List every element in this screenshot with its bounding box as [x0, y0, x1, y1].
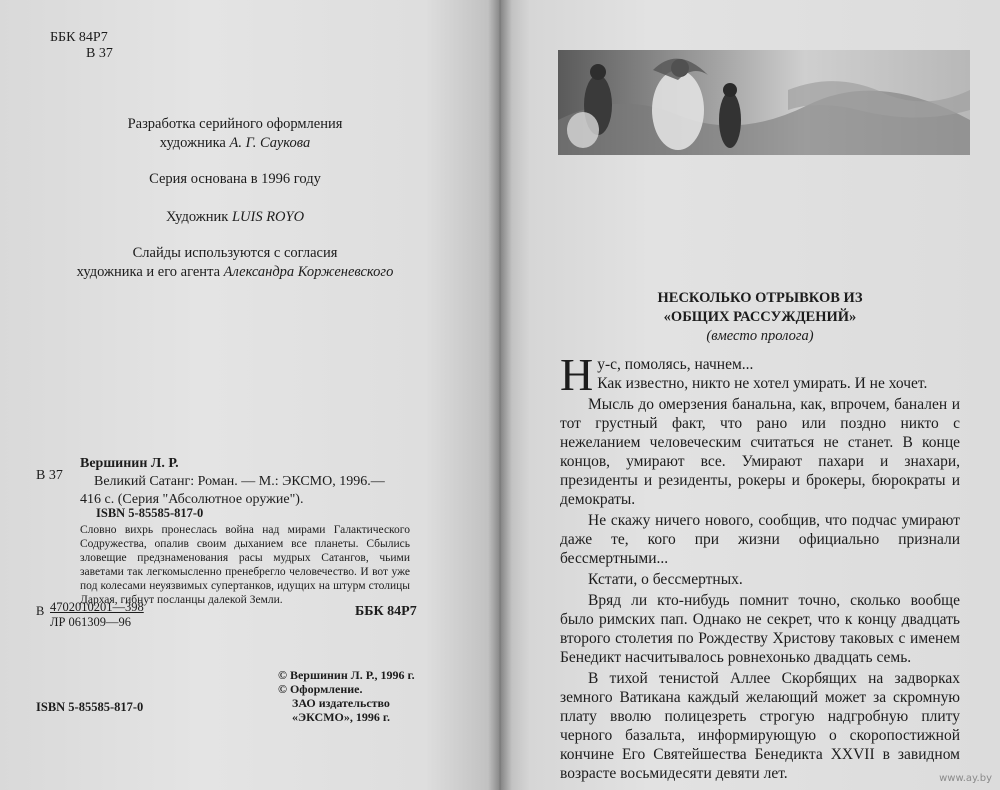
paragraph-6: В тихой тенистой Аллее Скорбящих на задворках земного Ватикана каждый желающий может за скромную плату вволю полицезреть строгую надгробную плиту черного базальта, информирующую о скоропостижной кончине Его Святейшества Бенедикта XXVII в завидном возрасте восьмидесяти девяти лет. — [560, 670, 960, 782]
artist-credit: Художник LUIS ROYO — [165, 209, 305, 225]
series-design-credit: Разработка серийного оформления художника А. Г. Саукова — [127, 116, 343, 151]
chapter-subtitle: (вместо пролога) — [706, 328, 814, 344]
paragraph-4: Кстати, о бессмертных. — [588, 571, 743, 588]
catalog-entry: Великий Сатанг: Роман. — М.: ЭКСМО, 1996.— 416 с. (Серия "Абсолютное оружие"). — [80, 474, 385, 507]
chapter-title: НЕСКОЛЬКО ОТРЫВКОВ ИЗ «ОБЩИХ РАССУЖДЕНИЙ» — [657, 290, 863, 325]
artist-name: LUIS ROYO — [231, 209, 305, 225]
paragraph-5: Вряд ли кто-нибудь помнит точно, сколько вообще было римских пап. Однако не секрет, что к концу двадцать второго столетия по Рождеству Христову таковых с именем Бенедикт насчитывалось ровнехонько двадцать семь. — [560, 592, 960, 666]
bbk-code-top: ББК 84Р7 В 37 — [50, 30, 113, 61]
catalog-code-top: В 37 — [86, 46, 113, 61]
paragraph-3: Не скажу ничего нового, сообщив, что подчас умирают даже те, кого при жизни официально признали бессмертными... — [560, 512, 960, 567]
bbk-code-bottom: ББК 84Р7 — [355, 604, 417, 619]
paragraph-2: Мысль до омерзения банальна, как, впрочем, банален и тот грустный факт, что рано или поздно никто с нежеланием человеческим считаться не станет. В конце концов, умирают все. Умирают пахари и знахари, президенты и резиденты, рокеры и брокеры, бюрократы и демократы. — [560, 396, 960, 508]
agent-name: Александра Корженевского — [223, 264, 394, 280]
watermark: www.ay.by — [939, 773, 992, 784]
book-annotation: Словно вихрь пронеслась война над мирами Галактического Содружества, опалив своим дыханием все планеты. Сбылись зловещие предзнаменования расы мудрых Сатангов, чьими заветами так легкомысленно пренебрегло человечество. И вот уже под колесами неуязвимых супертанков, идущих на штурм столицы Дархая, гибнут посланцы далекой Земли. — [80, 524, 410, 606]
chapter-illustration — [558, 50, 970, 155]
author-heading: Вершинин Л. Р. — [80, 456, 179, 471]
chapter-body — [560, 349, 960, 785]
isbn-main: ISBN 5-85585-817-0 — [96, 506, 204, 520]
code-number: 4702010201—398 — [50, 600, 144, 614]
copyright-block: © Вершинин Л. Р., 1996 г. © Оформление. ЗАО издательство «ЭКСМО», 1996 г. — [278, 668, 415, 724]
isbn-bottom: ISBN 5-85585-817-0 — [36, 700, 144, 714]
book-gutter — [488, 0, 512, 790]
illustration-art — [558, 50, 970, 155]
slides-credit: Слайды используются с согласия художника и его агента Александра Корженевского — [76, 245, 394, 280]
lr-code: ЛР 061309—96 — [50, 615, 132, 629]
designer-name: А. Г. Саукова — [229, 135, 311, 151]
catalog-code: В 37 — [36, 468, 63, 483]
drop-cap: Н — [560, 349, 594, 400]
paragraph-1: Ну-с, помолясь, начнем... Как известно, никто не хотел умирать. И не хочет. — [560, 349, 928, 400]
code-letter: В — [36, 604, 45, 618]
series-founded: Серия основана в 1996 году — [149, 171, 321, 187]
